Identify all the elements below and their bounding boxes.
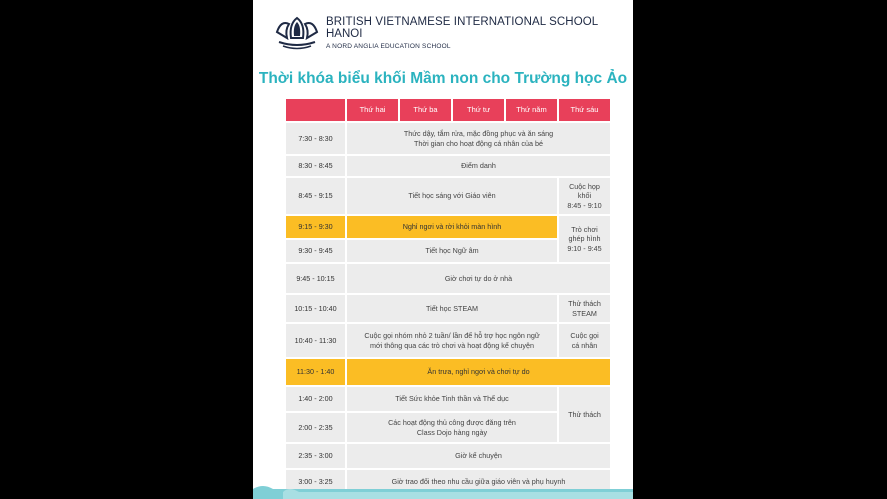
day-header: Thứ năm — [506, 99, 557, 121]
activity-cell-friday: Thử thách — [559, 387, 610, 442]
school-name: BRITISH VIETNAMESE INTERNATIONAL SCHOOL — [326, 16, 599, 28]
document-page — [253, 0, 633, 499]
time-cell: 9:45 - 10:15 — [286, 264, 345, 293]
activity-cell-friday: Cuộc họp khối 8:45 - 9:10 — [559, 178, 610, 214]
footer-wave — [253, 483, 633, 499]
activity-cell: Giờ kể chuyện — [347, 444, 610, 468]
day-header: Thứ ba — [400, 99, 451, 121]
time-cell: 2:00 - 2:35 — [286, 413, 345, 442]
time-cell: 10:40 - 11:30 — [286, 324, 345, 357]
time-cell: 2:35 - 3:00 — [286, 444, 345, 468]
activity-cell-friday: Cuộc gọi cá nhân — [559, 324, 610, 357]
time-cell: 11:30 - 1:40 — [286, 359, 345, 385]
activity-cell: Giờ chơi tự do ở nhà — [347, 264, 610, 293]
activity-cell-friday: Trò chơi ghép hình 9:10 - 9:45 — [559, 216, 610, 262]
timetable — [286, 99, 602, 487]
time-cell: 3:00 - 3:25 — [286, 470, 345, 494]
school-city: HANOI — [326, 28, 363, 40]
activity-cell: Cuộc gọi nhóm nhỏ 2 tuần/ lần để hỗ trợ học ngôn ngữ mới thông qua các trò chơi và hoạt động kể chuyện — [347, 324, 557, 357]
time-cell: 9:15 - 9:30 — [286, 216, 345, 238]
activity-cell-friday: Thử thách STEAM — [559, 295, 610, 322]
school-network: A NORD ANGLIA EDUCATION SCHOOL — [326, 43, 451, 50]
activity-cell: Tiết học STEAM — [347, 295, 557, 322]
activity-cell: Giờ trao đổi theo nhu cầu giữa giáo viên và phụ huynh — [347, 470, 610, 494]
time-cell: 8:30 - 8:45 — [286, 156, 345, 176]
crest-lotus-icon — [273, 14, 321, 50]
time-cell: 8:45 - 9:15 — [286, 178, 345, 214]
activity-cell: Tiết học Ngữ âm — [347, 240, 557, 262]
activity-cell-lunch: Ăn trưa, nghỉ ngơi và chơi tự do — [347, 359, 610, 385]
activity-cell-break: Nghỉ ngơi và rời khỏi màn hình — [347, 216, 557, 238]
activity-cell: Tiết Sức khỏe Tinh thần và Thể dục — [347, 387, 557, 411]
activity-cell: Điểm danh — [347, 156, 610, 176]
time-cell: 9:30 - 9:45 — [286, 240, 345, 262]
time-cell: 1:40 - 2:00 — [286, 387, 345, 411]
school-name-block — [326, 16, 598, 50]
time-cell: 7:30 - 8:30 — [286, 123, 345, 154]
page-title: Thời khóa biểu khối Mầm non cho Trường học Ảo — [258, 70, 628, 87]
time-cell: 10:15 - 10:40 — [286, 295, 345, 322]
activity-cell: Thức dậy, tắm rửa, mặc đồng phục và ăn sáng Thời gian cho hoạt động cá nhân của bé — [347, 123, 610, 154]
day-header: Thứ hai — [347, 99, 398, 121]
activity-cell: Các hoạt động thủ công được đăng trên Class Dojo hàng ngày — [347, 413, 557, 442]
day-header: Thứ tư — [453, 99, 504, 121]
activity-cell: Tiết học sáng với Giáo viên — [347, 178, 557, 214]
day-header: Thứ sáu — [559, 99, 610, 121]
header-corner — [286, 99, 345, 121]
